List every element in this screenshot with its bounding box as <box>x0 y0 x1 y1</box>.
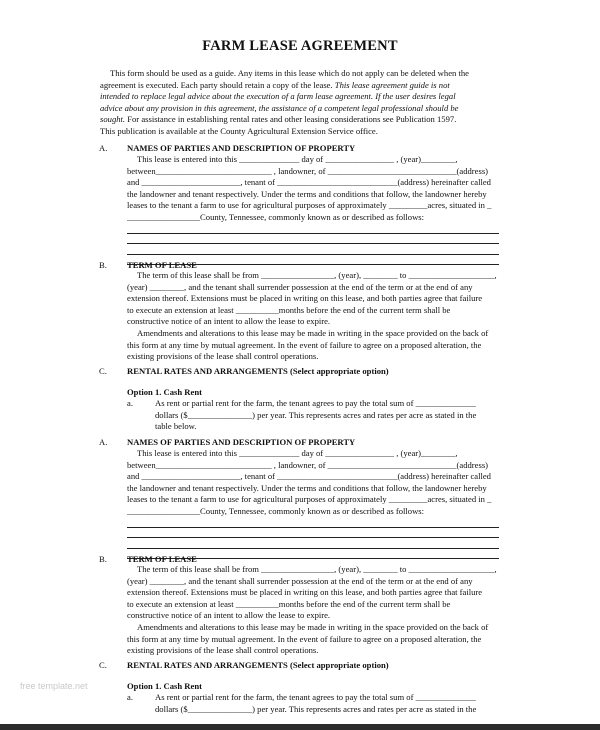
form-line: this form at any time by mutual agreement. In the event of failure to agree on a proposed alteration, the <box>127 633 482 644</box>
form-line: As rent or partial rent for the farm, the tenant agrees to pay the total sum of ______________ <box>155 692 476 702</box>
intro-line: sought. For assistance in establishing rental rates and other leasing considerations see Publication 1597. <box>100 114 457 125</box>
section-letter: B. <box>99 554 107 564</box>
form-line: extension thereof. Extensions must be placed in writing on this lease, and both parties agree that failure <box>127 293 483 304</box>
form-line: the landowner and tenant respectively. Under the terms and conditions that follow, the landowner hereby <box>127 188 487 199</box>
intro-paragraph <box>100 68 500 138</box>
intro-line: advice about any provision in this agreement, the assistance of a competent legal professional should be <box>100 102 459 113</box>
section-heading: RENTAL RATES AND ARRANGEMENTS (Select appropriate option) <box>127 660 389 670</box>
section-letter: A. <box>99 437 108 447</box>
blank-line <box>127 224 499 234</box>
section-letter: C. <box>99 366 107 376</box>
section-letter: B. <box>99 260 107 270</box>
document-title: FARM LEASE AGREEMENT <box>202 38 398 54</box>
form-line: this form at any time by mutual agreement. In the event of failure to agree on a proposed alteration, the <box>127 339 482 350</box>
form-line: As rent or partial rent for the farm, the tenant agrees to pay the total sum of ______________ <box>155 398 476 408</box>
section-body <box>127 564 499 657</box>
form-line: to execute an extension at least __________months before the end of the current term shall be <box>127 304 451 315</box>
intro-line: This publication is available at the County Agricultural Extension Service office. <box>100 125 378 136</box>
section-heading: TERM OF LEASE <box>127 554 197 564</box>
option-heading: Option 1. Cash Rent <box>127 681 202 691</box>
intro-line: intended to replace legal advice about the execution of a farm lease agreement. If the user desires legal <box>100 91 456 102</box>
form-line: Amendments and alterations to this lease may be made in writing in the space provided on the back of <box>137 621 489 632</box>
option-body <box>127 398 499 433</box>
form-line: between___________________________ , landowner, of ______________________________(address) <box>127 459 489 470</box>
form-line: table below. <box>155 421 197 432</box>
form-line: _________________County, Tennessee, commonly known as or described as follows: <box>127 211 425 222</box>
section-heading: RENTAL RATES AND ARRANGEMENTS (Select appropriate option) <box>127 366 389 376</box>
section-body <box>127 154 499 265</box>
form-line: existing provisions of the lease shall control operations. <box>127 351 319 362</box>
bottom-frame <box>0 724 600 730</box>
item-letter: a. <box>127 398 133 408</box>
form-line: dollars ($_______________) per year. This represents acres and rates per acre as stated in the <box>155 703 477 714</box>
section-body <box>127 270 499 363</box>
form-line: extension thereof. Extensions must be placed in writing on this lease, and both parties agree that failure <box>127 587 483 598</box>
form-line: (year) ________, and the tenant shall surrender possession at the end of the term or at the end of any <box>127 575 473 586</box>
form-line: constructive notice of an intent to allow the lease to expire. <box>127 316 331 327</box>
form-line: This lease is entered into this ______________ day of ________________ , (year)________, <box>137 448 458 458</box>
section-body <box>127 448 499 559</box>
item-letter: a. <box>127 692 133 702</box>
form-line: the landowner and tenant respectively. Under the terms and conditions that follow, the landowner hereby <box>127 482 487 493</box>
option-heading: Option 1. Cash Rent <box>127 387 202 397</box>
watermark: free template.net <box>20 681 88 691</box>
section-heading: NAMES OF PARTIES AND DESCRIPTION OF PROPERTY <box>127 143 356 153</box>
form-line: existing provisions of the lease shall control operations. <box>127 645 319 656</box>
form-line: Amendments and alterations to this lease may be made in writing in the space provided on the back of <box>137 327 489 338</box>
section-heading: NAMES OF PARTIES AND DESCRIPTION OF PROPERTY <box>127 437 356 447</box>
blank-line <box>127 528 499 538</box>
section-heading: TERM OF LEASE <box>127 260 197 270</box>
form-line: The term of this lease shall be from _________________, (year), ________ to ____________________, <box>137 270 497 280</box>
intro-line: agreement is executed. Each party should retain a copy of the lease. This lease agreement guide is not <box>100 79 450 90</box>
form-line: and _______________________, tenant of ____________________________(address) hereinafter called <box>127 177 491 188</box>
form-line: between___________________________ , landowner, of ______________________________(address) <box>127 165 489 176</box>
blank-line <box>127 244 499 254</box>
form-line: This lease is entered into this ______________ day of ________________ , (year)________, <box>137 154 458 164</box>
form-line: leases to the tenant a farm to use for agricultural purposes of approximately _________acres, situated in _ <box>127 200 492 211</box>
blank-line <box>127 234 499 244</box>
form-line: leases to the tenant a farm to use for agricultural purposes of approximately _________acres, situated in _ <box>127 494 492 505</box>
intro-line: This form should be used as a guide. Any items in this lease which do not apply can be deleted when the <box>110 68 469 78</box>
section-letter: C. <box>99 660 107 670</box>
form-line: to execute an extension at least __________months before the end of the current term shall be <box>127 598 451 609</box>
form-line: _________________County, Tennessee, commonly known as or described as follows: <box>127 505 425 516</box>
form-line: The term of this lease shall be from _________________, (year), ________ to ____________________, <box>137 564 497 574</box>
blank-line <box>127 518 499 528</box>
form-line: (year) ________, and the tenant shall surrender possession at the end of the term or at the end of any <box>127 281 473 292</box>
form-line: and _______________________, tenant of ____________________________(address) hereinafter called <box>127 471 491 482</box>
blank-line <box>127 538 499 548</box>
section-letter: A. <box>99 143 108 153</box>
form-line: dollars ($_______________) per year. This represents acres and rates per acre as stated in the <box>155 409 477 420</box>
option-body <box>127 692 499 715</box>
form-line: constructive notice of an intent to allow the lease to expire. <box>127 610 331 621</box>
